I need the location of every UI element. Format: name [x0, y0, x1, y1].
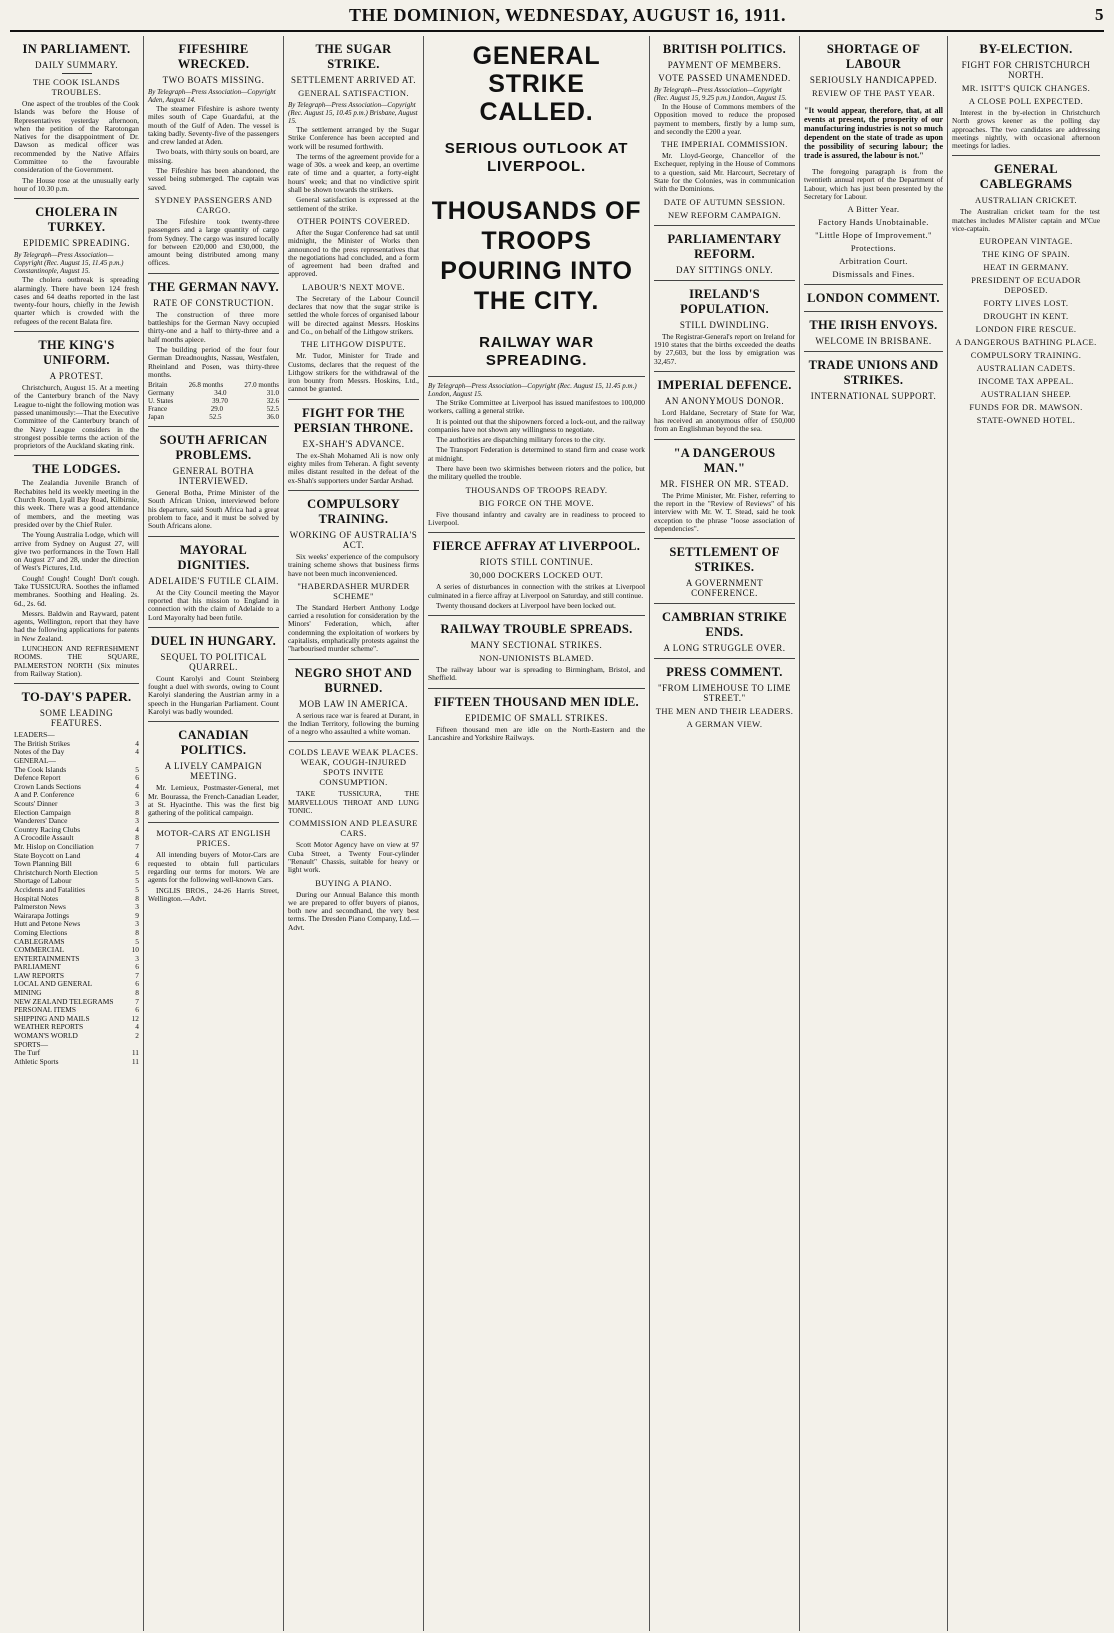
article-paragraph: Two boats, with thirty souls on board, are missing.: [148, 147, 279, 165]
subhead: THE KING OF SPAIN.: [981, 249, 1071, 260]
feature-title: PERSONAL ITEMS: [14, 1005, 76, 1015]
headline-cholera: CHOLERA IN TURKEY.: [35, 205, 118, 235]
subhead: STILL DWINDLING.: [679, 319, 770, 330]
dateline: By Telegraph—Press Association—Copyright Aden, August 14.: [148, 88, 276, 104]
subhead: Factory Hands Unobtainable.: [818, 217, 929, 228]
feature-title: Wairarapa Jottings: [14, 910, 70, 920]
feature-title: Election Campaign: [14, 807, 71, 817]
article-paragraph: Mr. Lemieux, Postmaster-General, met Mr. Bourassa, the French-Canadian Leader, at St. Hyacinthe. This was the first big gathering of the political campaign.: [148, 783, 279, 818]
article-paragraph: The Australian cricket team for the test matches includes M'Alister captain and M'Cue vice-captain.: [952, 207, 1100, 234]
headline-negro-shot: NEGRO SHOT AND BURNED.: [294, 665, 413, 695]
feature-page: 10: [131, 945, 139, 955]
article-paragraph: The House rose at the unusually early hour of 10.30 p.m.: [14, 175, 139, 193]
table-cell: 31.0: [266, 389, 279, 398]
feature-page: 4: [135, 850, 139, 860]
feature-title: A Crocodile Assault: [14, 833, 74, 843]
feature-page: 3: [135, 902, 139, 912]
feature-title: NEW ZEALAND TELEGRAMS: [14, 996, 114, 1006]
feature-page: 5: [135, 884, 139, 894]
feature-page: 5: [135, 867, 139, 877]
subhead: LONDON FIRE RESCUE.: [975, 324, 1077, 335]
article-paragraph: Six weeks' experience of the compulsory training scheme shows that business firms have not been much inconvenienced.: [288, 551, 419, 578]
table-row: [148, 405, 279, 413]
feature-page: 5: [135, 936, 139, 946]
dateline: By Telegraph—Press Association—Copyright (Rec. August 15, 11.45 p.m.) London, August 15.: [428, 382, 637, 398]
feature-title: The Cook Islands: [14, 764, 67, 774]
article-paragraph: The Zealandia Juvenile Branch of Rechabites held its weekly meeting in the Church Room, Lyall Bay Road, Kilbirnie, this week. There was a good attendance of members, and the meeting was presided over by the Chief Ruler.: [14, 478, 139, 529]
feature-page: 8: [135, 988, 139, 998]
article-paragraph: A serious race war is feared at Durant, in the Indian Territory, following the burning of a negro who assaulted a white woman.: [288, 710, 419, 737]
subhead: GENERAL BOTHA INTERVIEWED.: [172, 466, 255, 487]
feature-title: Town Planning Bill: [14, 859, 72, 869]
advert-heading: BUYING A PIANO.: [315, 877, 392, 888]
subhead: EX-SHAH'S ADVANCE.: [302, 438, 405, 449]
subhead: BIG FORCE ON THE MOVE.: [478, 497, 595, 508]
subhead: MR. FISHER ON MR. STEAD.: [660, 478, 789, 489]
feature-page: 7: [135, 841, 139, 851]
article-paragraph: The Secretary of the Labour Council declares that now that the sugar strike is settled the whole forces of organised labour will be directed against Messrs. Hoskins and Co., on behalf of the Lithgow strikers.: [288, 293, 419, 336]
subhead: VOTE PASSED UNAMENDED.: [658, 73, 791, 83]
subhead: Arbitration Court.: [839, 256, 908, 267]
subhead: A GERMAN VIEW.: [686, 719, 763, 730]
feature-page: 4: [135, 738, 139, 748]
subhead: SYDNEY PASSENGERS AND CARGO.: [154, 194, 273, 215]
headline-kings-uniform: THE KING'S UNIFORM.: [38, 338, 115, 368]
pull-quote: "It would appear, therefore, that, at all events at present, the prosperity of our manufacturing industries is not so much dependent on the state of trade as upon the possibility of securing labour; the trade is assured, the labour is not.": [804, 106, 943, 160]
headline-south-africa: SOUTH AFRICAN PROBLEMS.: [159, 433, 268, 463]
table-cell: France: [148, 405, 168, 414]
feature-page: 7: [135, 996, 139, 1006]
leading-features-list: [14, 731, 139, 1066]
feature-title: CABLEGRAMS: [14, 936, 65, 946]
article-paragraph: Five thousand infantry and cavalry are in readiness to proceed to Liverpool.: [428, 509, 645, 527]
table-cell: U. States: [148, 397, 174, 406]
feature-page: 5: [135, 764, 139, 774]
subhead: FIGHT FOR CHRISTCHURCH NORTH.: [961, 60, 1091, 80]
column-7: [948, 36, 1104, 1631]
masthead: [10, 0, 1104, 32]
feature-title: Hutt and Petone News: [14, 919, 81, 929]
subhead: NEW REFORM CAMPAIGN.: [667, 209, 782, 220]
feature-title: The Turf: [14, 1048, 41, 1058]
article-paragraph: The Prime Minister, Mr. Fisher, referring to the report in the "Review of Reviews" of his interview with Mr. W. T. Stead, said he took exception to the phrase "loose association of dependencies".: [654, 490, 795, 533]
feature-title: COMMERCIAL: [14, 945, 65, 955]
article-paragraph: The Fifeshire took twenty-three passengers and a large quantity of cargo from Sydney. The cargo was insured locally for between £20,000 and £30,000, the amount being distributed among many offices.: [148, 216, 279, 268]
advert-paragraph: TAKE TUSSICURA, THE MARVELLOUS THROAT AND LUNG TONIC.: [288, 789, 419, 816]
subhead: Dismissals and Fines.: [832, 269, 915, 280]
dateline: By Telegraph—Press Association—Copyright (Rec. August 15, 11.45 p.m.) Constantinople, August 15.: [14, 251, 124, 276]
article-paragraph: The Fifeshire has been abandoned, the vessel being submerged. The captain was saved.: [148, 166, 279, 192]
headline-compulsory-training: COMPULSORY TRAINING.: [307, 496, 400, 526]
article-paragraph: The Strike Committee at Liverpool has issued manifestoes to 100,000 workers, calling a general strike.: [428, 398, 645, 416]
article-paragraph: It is pointed out that the shipowners forced a lock-out, and the railway companies have not shown any willingness to negotiate.: [428, 416, 645, 434]
feature-page: 6: [135, 962, 139, 972]
headline-parliamentary-reform: PARLIAMENTARY REFORM.: [667, 231, 782, 261]
feature-page: 4: [135, 747, 139, 757]
headline-irelands-population: IRELAND'S POPULATION.: [680, 286, 769, 316]
table-cell: 32.6: [266, 397, 279, 406]
article-paragraph: General Botha, Prime Minister of the South African Union, interviewed before his departure, said South Africa had a great problem to face, and it must be solved by South Africans alone.: [148, 488, 279, 531]
feature-title: The British Strikes: [14, 738, 70, 748]
feature-title: Hospital Notes: [14, 893, 59, 903]
table-row: [148, 413, 279, 421]
feature-title: PARLIAMENT: [14, 962, 61, 972]
feature-page: 9: [135, 910, 139, 920]
subhead: PRESIDENT OF ECUADOR DEPOSED.: [971, 275, 1081, 296]
headline-by-election: BY-ELECTION.: [979, 42, 1073, 56]
table-cell: Britain: [148, 381, 168, 390]
headline-trade-unions: TRADE UNIONS AND STRIKES.: [808, 358, 939, 388]
article-paragraph: The Transport Federation is determined to stand firm and cease work at midnight.: [428, 445, 645, 463]
headline-mayoral: MAYORAL DIGNITIES.: [177, 542, 250, 572]
article-paragraph: Mr. Lloyd-George, Chancellor of the Exchequer, replying in the House of Commons to a question, said Mr. Harcourt, Secretary of State for the Colonies, was in communication with the Dominions.: [654, 151, 795, 194]
lead-deck-1: SERIOUS OUTLOOK AT LIVERPOOL.: [444, 140, 629, 175]
table-row: [148, 397, 279, 405]
subhead: DATE OF AUTUMN SESSION.: [663, 196, 786, 207]
feature-title: WEATHER REPORTS: [14, 1022, 84, 1032]
subhead: COMPULSORY TRAINING.: [970, 350, 1082, 361]
advert-paragraph: INGLIS BROS., 24-26 Harris Street, Wellington.—Advt.: [148, 885, 279, 903]
subhead: INCOME TAX APPEAL.: [978, 376, 1074, 387]
feature-page: 11: [131, 1048, 139, 1058]
feature-title: LOCAL AND GENERAL: [14, 979, 93, 989]
subhead: RIOTS STILL CONTINUE.: [479, 557, 594, 568]
subhead: MOB LAW IN AMERICA.: [298, 698, 409, 709]
article-paragraph: The steamer Fifeshire is ashore twenty miles south of Cape Guardafui, at the mouth of the Gulf of Aden. The vessel is taking badly. Seventy-five of the passengers and crew landed at Aden.: [148, 104, 279, 147]
subhead: A LIVELY CAMPAIGN MEETING.: [164, 761, 263, 782]
feature-title: Defence Report: [14, 773, 61, 783]
feature-title: SPORTS—: [14, 1039, 49, 1049]
column-3: [284, 36, 424, 1631]
column-2: [144, 36, 284, 1631]
advert-heading: COLDS LEAVE WEAK PLACES. WEAK, COUGH-INJURED SPOTS INVITE CONSUMPTION.: [288, 747, 419, 788]
article-paragraph: The railway labour war is spreading to Birmingham, Bristol, and Sheffield.: [428, 665, 645, 683]
advert-heading: COMMISSION AND PLEASURE CARS.: [289, 818, 418, 839]
advert-heading: MOTOR-CARS AT ENGLISH PRICES.: [156, 828, 271, 849]
feature-title: Mr. Hislop on Conciliation: [14, 841, 94, 851]
lead-deck-3: RAILWAY WAR SPREADING.: [479, 334, 594, 369]
article-paragraph: A series of disturbances in connection with the strikes at Liverpool culminated in a fierce affray at Liverpool on Saturday, and still continue.: [428, 582, 645, 600]
feature-title: Country Racing Clubs: [14, 824, 81, 834]
subhead: REVIEW OF THE PAST YEAR.: [811, 88, 936, 98]
subhead: WELCOME IN BRISBANE.: [815, 336, 932, 347]
table-cell: 39.70: [212, 397, 228, 406]
headline-persian-throne: FIGHT FOR THE PERSIAN THRONE.: [293, 405, 414, 435]
subhead: NON-UNIONISTS BLAMED.: [479, 653, 594, 664]
column-5: [650, 36, 800, 1631]
lead-deck-2: THOUSANDS OF TROOPS POURING INTO THE CITY.: [431, 197, 642, 315]
feature-title: MINING: [14, 988, 42, 998]
feature-page: 2: [135, 1031, 139, 1041]
headline-canadian: CANADIAN POLITICS.: [178, 728, 249, 758]
column-1: [10, 36, 144, 1631]
feature-page: 8: [135, 927, 139, 937]
headline-cambrian-strike: CAMBRIAN STRIKE ENDS.: [661, 610, 787, 640]
article-paragraph: The Registrar-General's report on Ireland for 1910 states that the births exceeded the deaths by 27,603, but the loss by emigration was 32,457.: [654, 331, 795, 366]
lead-headline: GENERAL STRIKE CALLED.: [472, 42, 601, 126]
article-paragraph: The construction of three more battleships for the German Navy occupied thirty-one and a half to thirty-three and a half months apiece.: [148, 309, 279, 344]
article-paragraph: Messrs. Baldwin and Rayward, patent agents, Wellington, report that they have had the following applications for patents in New Zealand.: [14, 608, 139, 643]
feature-page: 4: [135, 781, 139, 791]
feature-page: 3: [135, 919, 139, 929]
subhead: STATE-OWNED HOTEL.: [976, 415, 1076, 426]
subhead-cook-islands: THE COOK ISLANDS TROUBLES.: [32, 77, 121, 97]
article-paragraph: The terms of the agreement provide for a wage of 30s. a week and keep, an overtime rate of time and a quarter, a forty-eight hours' week; and that no vindictive spirit shall be shown towards the strikers.: [288, 151, 419, 195]
article-paragraph: There have been two skirmishes between rioters and the police, but the military quelled the trouble.: [428, 464, 645, 482]
subhead: THOUSANDS OF TROOPS READY.: [465, 484, 608, 495]
headline-duel: DUEL IN HUNGARY.: [150, 633, 277, 648]
article-paragraph: The building period of the four four German Dreadnoughts, Nassau, Westfalen, Rheinland and Posen, was thirty-three months.: [148, 344, 279, 379]
headline-railway-trouble: RAILWAY TROUBLE SPREADS.: [440, 622, 633, 637]
subhead: SEQUEL TO POLITICAL QUARREL.: [160, 651, 267, 672]
feature-page: 5: [135, 876, 139, 886]
headline-fifeshire: FIFESHIRE WRECKED.: [177, 42, 250, 71]
article-paragraph: The ex-Shah Mohamed Ali is now only eighty miles from Teheran. A fight seventy miles distant resulted in the defeat of the ex-Shah's supporters under Sardar Arshad.: [288, 450, 419, 485]
subhead: DAY SITTINGS ONLY.: [675, 264, 774, 275]
subhead: "Little Hope of Improvement.": [815, 230, 932, 241]
feature-page: 3: [135, 816, 139, 826]
article-paragraph: Twenty thousand dockers at Liverpool have been locked out.: [436, 600, 616, 610]
subhead: SOME LEADING FEATURES.: [39, 708, 114, 729]
article-paragraph: The cholera outbreak is spreading alarmingly. There have been 124 fresh cases and 64 deaths reported in the last twenty-four hours, chiefly in the Jewish quarter which is crowded with the refugees of the recent Balata fire.: [14, 275, 139, 326]
subhead: A DANGEROUS BATHING PLACE.: [955, 337, 1097, 348]
table-cell: 34.0: [214, 389, 227, 398]
subhead: MANY SECTIONAL STRIKES.: [470, 640, 603, 651]
feature-title: Scouts' Dinner: [14, 799, 58, 808]
subhead: EPIDEMIC SPREADING.: [22, 238, 130, 249]
column-4-lead: [424, 36, 650, 1631]
subhead: FORTY LIVES LOST.: [983, 298, 1069, 309]
feature-title: Athletic Sports: [14, 1056, 59, 1066]
article-paragraph: One aspect of the troubles of the Cook Islands was before the House of Representatives yesterday afternoon, when the petition of the Rarotongan Natives for the disappointment of Dr. Dawson as medical officer was recommended by the Native Affairs Committee to the favourable consideration of the Government.: [14, 99, 139, 175]
subhead: PAYMENT OF MEMBERS.: [667, 60, 782, 70]
headline-dangerous-man: "A DANGEROUS MAN.": [673, 445, 776, 475]
article-paragraph: Count Karolyi and Count Steinberg fought a duel with swords, owing to Count Karolyi slandering the Austrian army in a speech in the Hungarian Parliament. Count Karolyi was badly wounded.: [148, 673, 279, 716]
advert-paragraph: Scott Motor Agency have on view at 97 Cuba Street, a Twenty Four-cylinder "Renault" Chassis, suitable for heavy or light work.: [288, 840, 419, 875]
feature-title: Crown Lands Sections: [14, 781, 81, 791]
table-row: [148, 389, 279, 397]
feature-page: 8: [135, 807, 139, 817]
dateline: By Telegraph—Press Association—Copyright (Rec. August 15, 9.25 p.m.) London, August 15.: [654, 86, 787, 102]
subhead: MR. ISITT'S QUICK CHANGES.: [961, 83, 1091, 93]
subhead: Protections.: [850, 243, 897, 254]
headline-shortage-labour: SHORTAGE OF LABOUR: [826, 42, 921, 71]
headline-german-navy: THE GERMAN NAVY.: [148, 279, 279, 294]
subhead: EUROPEAN VINTAGE.: [979, 236, 1073, 247]
feature-title: A and P. Conference: [14, 790, 75, 800]
article-paragraph: The Young Australia Lodge, which will arrive from Sydney on August 27, will give two performances in the Town Hall on August 27 and 28, under the direction of West's Pictures, Ltd.: [14, 530, 139, 573]
advert-paragraph: During our Annual Balance this month we are prepared to offer buyers of pianos, both new and secondhand, the very best terms. The Dresden Piano Company, Ltd.—Advt.: [288, 889, 419, 932]
dateline: By Telegraph—Press Association—Copyright (Rec. August 15, 10.45 p.m.) Brisbane, August 15.: [288, 101, 418, 125]
feature-page: 6: [135, 979, 139, 989]
feature-page: 8: [135, 893, 139, 903]
subhead-daily-summary: DAILY SUMMARY.: [34, 60, 119, 70]
headline-fierce-affray: FIERCE AFFRAY AT LIVERPOOL.: [432, 539, 641, 554]
column-6: [800, 36, 948, 1631]
headline-lodges: THE LODGES.: [32, 462, 121, 477]
article-paragraph: The settlement arranged by the Sugar Strike Conference has been accepted and work will be resumed forthwith.: [288, 125, 419, 151]
feature-page: 6: [135, 773, 139, 783]
article-paragraph: General satisfaction is expressed at the settlement of the strike.: [288, 195, 419, 213]
subhead: A LONG STRUGGLE OVER.: [663, 643, 786, 654]
advert-paragraph: LUNCHEON AND REFRESHMENT ROOMS. THE SQUARE, PALMERSTON NORTH (Six minutes from Railway Station).: [14, 644, 139, 678]
subhead: THE IMPERIAL COMMISSION.: [661, 139, 788, 150]
feature-title: SHIPPING AND MAILS: [14, 1013, 90, 1023]
article-paragraph: Fifteen thousand men are idle on the North-Eastern and the Lancashire and Yorkshire Railways.: [428, 724, 645, 743]
subhead: HEAT IN GERMANY.: [983, 262, 1069, 273]
article-paragraph: Mr. Tudor, Minister for Trade and Customs, declares that the request of the Lithgow strikers for the withdrawal of the iron bounty from Messrs. Hoskins, Ltd., cannot be granted.: [288, 351, 419, 394]
feature-title: Wanderers' Dance: [14, 816, 68, 826]
feature-page: 3: [135, 799, 139, 808]
table-cell: 52.5: [209, 413, 222, 422]
feature-page: 8: [135, 833, 139, 843]
article-paragraph: At the City Council meeting the Mayor reported that his mission to England in connection with the claim of Adelaide to a Lord Mayoralty had been futile.: [148, 587, 279, 622]
headline-settlement-strikes: SETTLEMENT OF STRIKES.: [669, 545, 780, 575]
leading-feature-item: [14, 1058, 139, 1067]
article-paragraph: In the House of Commons members of the Opposition moved to reduce the proposed payment to members, firstly by a lump sum, and secondly the £200 a year.: [654, 102, 795, 136]
subhead: AUSTRALIAN SHEEP.: [980, 389, 1072, 400]
headline-irish-envoys: THE IRISH ENVOYS.: [809, 318, 938, 333]
headline-british-politics: BRITISH POLITICS.: [662, 42, 787, 56]
headline-imperial-defence: IMPERIAL DEFENCE.: [657, 377, 792, 392]
feature-title: Christchurch North Election: [14, 867, 98, 877]
subhead: GENERAL SATISFACTION.: [298, 88, 409, 98]
article-paragraph: Christchurch, August 15. At a meeting of the Canterbury branch of the Navy League to-night the following motion was passed unanimously:—That the Executive Committee of the Canterbury branch of the Navy League considers in the strongest possible terms the action of the proprietors of the Auckland skating rink.: [14, 383, 139, 451]
headline-london-comment: LONDON COMMENT.: [807, 291, 940, 306]
feature-page: 6: [135, 859, 139, 869]
subhead: LABOUR'S NEXT MOVE.: [302, 281, 405, 292]
subhead: RATE OF CONSTRUCTION.: [153, 297, 274, 308]
feature-page: 11: [131, 1056, 139, 1066]
article-paragraph: Lord Haldane, Secretary of State for War, has received an anonymous offer of £50,000 from an Englishman beyond the sea.: [654, 407, 795, 434]
subhead: THE LITHGOW DISPUTE.: [300, 339, 407, 350]
article-paragraph: Interest in the by-election in Christchurch North grows keener as the polling day approaches. The two candidates are addressing meetings nightly, with occasional afternoon meetings for ladies.: [952, 108, 1100, 151]
feature-page: 4: [135, 824, 139, 834]
subhead: AUSTRALIAN CRICKET.: [975, 195, 1077, 206]
subhead: ADELAIDE'S FUTILE CLAIM.: [148, 575, 279, 586]
table-cell: 26.8 months: [188, 381, 224, 390]
feature-page: 7: [135, 970, 139, 980]
table-cell: 27.0 months: [244, 381, 279, 390]
feature-title: Notes of the Day: [14, 747, 65, 757]
subhead: THE MEN AND THEIR LEADERS.: [655, 706, 794, 717]
subhead: OTHER POINTS COVERED.: [297, 215, 410, 226]
subhead: A CLOSE POLL EXPECTED.: [968, 96, 1084, 106]
advert-paragraph: All intending buyers of Motor-Cars are requested to obtain full particulars regarding our terms for motors. We are agents for the following well-known Cars.: [148, 850, 279, 885]
advert-paragraph: Cough! Cough! Cough! Don't cough. Take TUSSICURA. Soothes the inflamed membranes. Soothing and Healing. 2s. 6d., 2s. 6d.: [14, 573, 139, 608]
leaders-title: LEADERS—: [14, 730, 55, 740]
feature-page: 6: [135, 790, 139, 800]
feature-title: WOMAN'S WORLD: [14, 1031, 78, 1041]
table-cell: Germany: [148, 389, 175, 398]
subhead: TWO BOATS MISSING.: [162, 75, 265, 85]
subhead: FUNDS FOR DR. MAWSON.: [969, 402, 1083, 413]
article-paragraph: The foregoing paragraph is from the twentieth annual report of the Department of Labour, which has just been presented by the Secretary for Labour.: [804, 167, 943, 201]
page-number: 5: [1095, 5, 1104, 24]
feature-title: State Boycott on Land: [14, 850, 81, 860]
subhead: "HABERDASHER MURDER SCHEME": [297, 580, 410, 601]
subhead: AN ANONYMOUS DONOR.: [664, 395, 785, 406]
table-cell: 52.5: [266, 405, 279, 414]
subhead: EPIDEMIC OF SMALL STRIKES.: [465, 712, 608, 723]
headline-in-parliament: IN PARLIAMENT.: [22, 42, 131, 56]
subhead: AUSTRALIAN CADETS.: [976, 363, 1076, 374]
feature-title: Accidents and Fatalities: [14, 884, 86, 894]
feature-title: Shortage of Labour: [14, 876, 72, 886]
feature-page: 12: [131, 1013, 139, 1023]
article-paragraph: The authorities are dispatching military forces to the city.: [436, 435, 606, 445]
feature-title: ENTERTAINMENTS: [14, 953, 80, 963]
construction-table: [148, 381, 279, 421]
subhead: WORKING OF AUSTRALIA'S ACT.: [289, 529, 418, 550]
headline-press-comment: PRESS COMMENT.: [666, 665, 783, 680]
subhead: A PROTEST.: [49, 371, 104, 382]
subhead: SERIOUSLY HANDICAPPED.: [809, 75, 938, 85]
headline-general-cablegrams: GENERAL CABLEGRAMS: [979, 162, 1073, 192]
feature-title: Palmerston News: [14, 902, 66, 912]
table-row: [148, 381, 279, 389]
subhead: SETTLEMENT ARRIVED AT.: [291, 75, 416, 85]
feature-page: 6: [135, 1005, 139, 1015]
subhead: "FROM LIMEHOUSE TO LIME STREET.": [657, 683, 792, 704]
subhead: INTERNATIONAL SUPPORT.: [810, 391, 937, 402]
table-cell: 36.0: [266, 413, 279, 422]
feature-page: 4: [135, 1022, 139, 1032]
subhead: 30,000 DOCKERS LOCKED OUT.: [469, 570, 604, 581]
feature-title: LAW REPORTS: [14, 970, 64, 980]
subhead: DROUGHT IN KENT.: [983, 311, 1069, 322]
table-cell: Japan: [148, 413, 164, 422]
article-paragraph: The Standard Herbert Anthony Lodge carried a resolution for consideration by the Minors' Federation, which, after condemning the exploitation of workers by capitalists, emphatically protests against the "harbourised murder scheme".: [288, 602, 419, 654]
article-paragraph: After the Sugar Conference had sat until midnight, the Minister of Works then announced to the press representatives that the negotiations had concluded, and a form of agreement had been drafted and approved.: [288, 227, 419, 279]
headline-sugar-strike: THE SUGAR STRIKE.: [315, 42, 392, 71]
headline-fifteen-thousand: FIFTEEN THOUSAND MEN IDLE.: [434, 694, 639, 709]
feature-page: 3: [135, 953, 139, 963]
subhead: A GOVERNMENT CONFERENCE.: [685, 578, 764, 599]
subhead: A Bitter Year.: [847, 204, 900, 215]
masthead-title: THE DOMINION, WEDNESDAY, AUGUST 16, 1911.: [348, 4, 787, 25]
feature-title: GENERAL—: [14, 756, 56, 766]
headline-todays-paper: TO-DAY'S PAPER.: [21, 690, 132, 705]
table-cell: 29.0: [210, 405, 224, 414]
feature-title: Coming Elections: [14, 927, 68, 937]
